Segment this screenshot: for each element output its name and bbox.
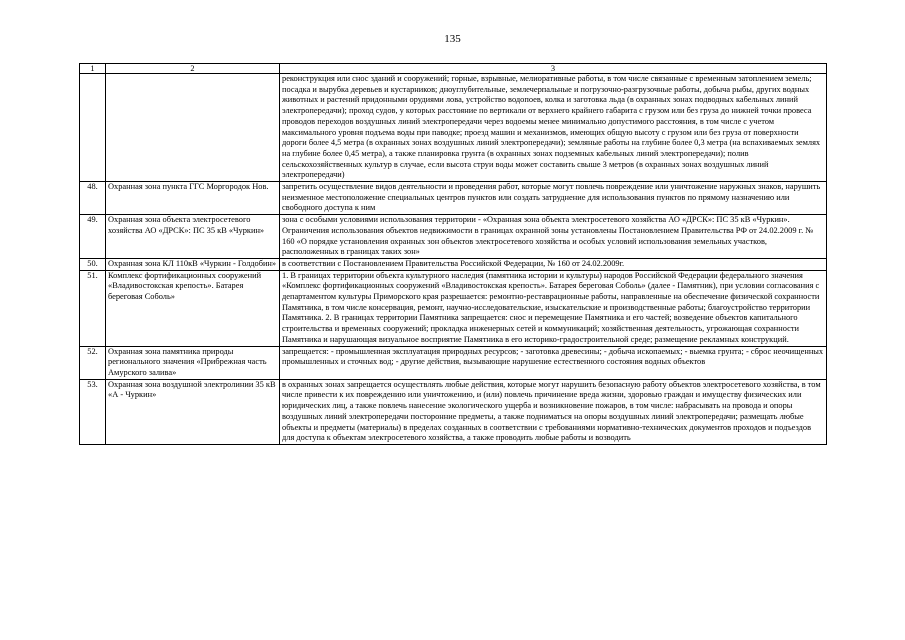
zone-name: Охранная зона объекта электросетевого хозяйства АО «ДРСК»: ПС 35 кВ «Чуркин» [106,215,280,259]
row-number: 48. [80,182,106,215]
row-number: 52. [80,346,106,379]
table-row [80,346,827,379]
row-number [80,74,106,182]
row-number: 49. [80,215,106,259]
table-row [80,379,827,444]
restriction-text: 1. В границах территории объекта культурного наследия (памятника истории и культуры) народов Российской Федерации федерального значения «Комплекс фортификационных сооружений «Владивостокская крепость». Батарея береговая Соболь» (далее - Памятник), при условии согласования с департаментом культуры Приморского края разрешается: ремонтно-реставрационные работы, направленные на обеспечение физической сохранности Памятника, в том числе консервация, ремонт, научно-исследовательские, изыскательские и производственные работы; благоустройство территории Памятника. 2. В границах территории Памятника запрещается: снос и перемещение Памятника и его частей; возведение объектов капитального строительства и временных сооружений; прокладка инженерных сетей и коммуникаций; хозяйственная деятельность, угрожающая сохранности Памятника и нарушающая визуальное восприятие Памятника в его историко-градостроительной среде; размещение рекламных конструкций. [280,270,827,346]
zone-name: Комплекс фортификационных сооружений «Владивостокская крепость». Батарея береговая Соболь» [106,270,280,346]
restriction-text: запрещается: - промышленная эксплуатация природных ресурсов; - заготовка древесины; - добыча ископаемых; - выемка грунта; - сброс неочищенных промышленных и сточных вод; - другие действия, вызывающие нарушение естественного состояния водных объектов [280,346,827,379]
column-header-restrictions: 3 [280,64,827,74]
zone-name: Охранная зона воздушной электролинии 35 кВ «А - Чуркин» [106,379,280,444]
restriction-text: запретить осуществление видов деятельности и проведения работ, которые могут повлечь повреждение или уничтожение наружных знаков, нарушить неизменное местоположение специальных центров пунктов или создать затруднение для использования пунктов по прямому назначению или свободного доступа к ним [280,182,827,215]
table-row [80,74,827,182]
table-row [80,215,827,259]
zone-name: Охранная зона памятника природы регионального значения «Прибрежная часть Амурского залива» [106,346,280,379]
restriction-text: зона с особыми условиями использования территории - «Охранная зона объекта электросетевого хозяйства АО «ДРСК»: ПС 35 кВ «Чуркин». Ограничения использования объектов недвижимости в границах охранной зоны установлены Постановлением Правительства РФ от 24.02.2009 г. № 160 «О порядке установления охранных зон объектов электросетевого хозяйства и особых условий использования земельных участков, расположенных в границах таких зон» [280,215,827,259]
zone-name [106,74,280,182]
row-number: 51. [80,270,106,346]
page-number: 135 [444,33,461,45]
zone-name: Охранная зона КЛ 110кВ «Чуркин - Голдобин» [106,258,280,270]
restriction-text: в охранных зонах запрещается осуществлять любые действия, которые могут нарушить безопасную работу объектов электросетевого хозяйства, в том числе привести к их повреждению или уничтожению, и (или) повлечь причинение вреда жизни, здоровью граждан и имуществу физических или юридических лиц, а также повлечь нанесение экологического ущерба и возникновение пожаров, в том числе: набрасывать на провода и опоры воздушных линий электропередачи посторонние предметы, а также подниматься на опоры воздушных линий электропередачи; размещать любые объекты и предметы (материалы) в пределах созданных в соответствии с требованиями нормативно-технических документов проходов и подъездов для доступа к объектам электросетевого хозяйства, а также проводить любые работы и возводить [280,379,827,444]
restrictions-table [79,63,827,445]
column-header-zone: 2 [106,64,280,74]
table-header-row [80,64,827,74]
column-header-number: 1 [80,64,106,74]
row-number: 53. [80,379,106,444]
restriction-text: реконструкция или снос зданий и сооружений; горные, взрывные, мелиоративные работы, в том числе связанные с временным затоплением земель; посадка и вырубка деревьев и кустарников; дноуглубительные, землечерпальные и погрузочно-разгрузочные работы, добыча рыбы, других водных животных и растений придонными орудиями лова, устройство водопоев, колка и заготовка льда (в охранных зонах подводных кабельных линий электропередачи); проход судов, у которых расстояние по вертикали от верхнего крайнего габарита с грузом или без груза до нижней точки провеса проводов переходов воздушных линий электропередачи через водоемы менее минимально допустимого расстояния, в том числе с учетом максимального уровня подъема воды при паводке; проезд машин и механизмов, имеющих общую высоту с грузом или без груза от поверхности дороги более 4,5 метра (в охранных зонах воздушных линий электропередачи); земляные работы на глубине более 0,3 метра (на вспахиваемых землях на глубине более 0,45 метра), а также планировка грунта (в охранных зонах подземных кабельных линий электропередачи); полив сельскохозяйственных культур в случае, если высота струи воды может составить свыше 3 метров (в охранных зонах воздушных линий электропередачи) [280,74,827,182]
table-row [80,258,827,270]
zone-name: Охранная зона пункта ГГС Моргородок Нов. [106,182,280,215]
restriction-text: в соответствии с Постановлением Правительства Российской Федерации, № 160 от 24.02.2009г. [280,258,827,270]
row-number: 50. [80,258,106,270]
table-row [80,270,827,346]
table-row [80,182,827,215]
